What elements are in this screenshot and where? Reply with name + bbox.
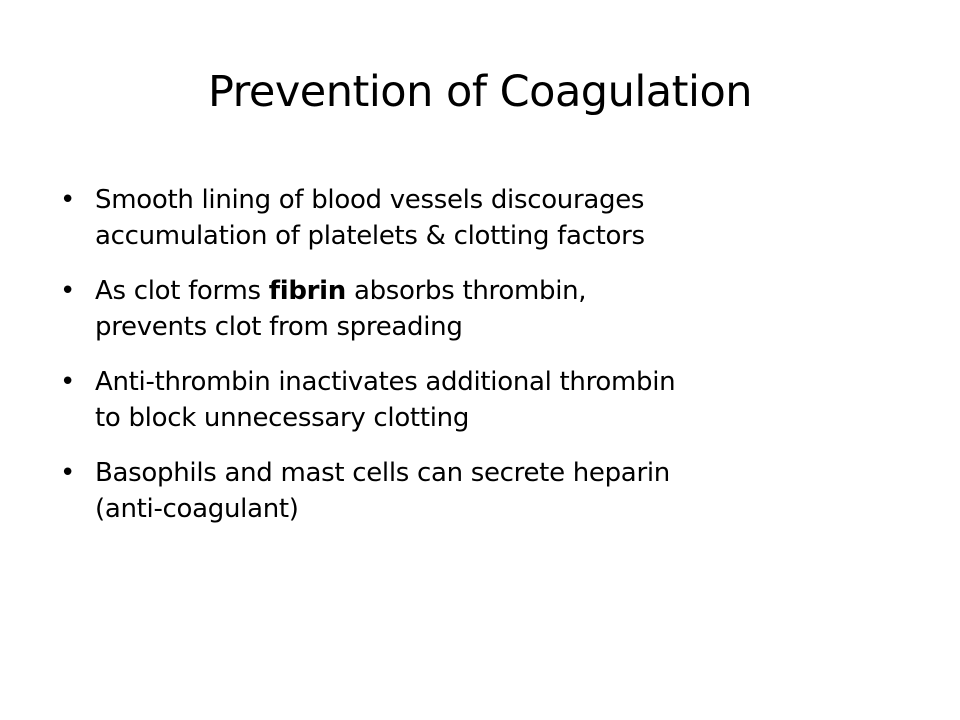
bullet-text-line: (anti-coagulant) (95, 494, 299, 524)
bullet-text (95, 458, 670, 524)
bullet-text-segment: absorbs thrombin, (346, 276, 587, 306)
slide-title: Prevention of Coagulation (207, 67, 753, 117)
bullet-text (95, 367, 675, 433)
bullet-text-line: prevents clot from spreading (95, 312, 463, 342)
bullet-dot-icon: • (60, 185, 76, 215)
bullet-text-line: Smooth lining of blood vessels discourages (95, 185, 645, 215)
bullet-list (60, 182, 920, 546)
bullet-dot-icon: • (60, 276, 76, 306)
bold-term-fibrin: fibrin (268, 276, 346, 306)
bullet-text-line: Basophils and mast cells can secrete heparin (95, 458, 670, 488)
bullet-item-fibrin (60, 273, 920, 345)
bullet-text-line: accumulation of platelets & clotting factors (95, 221, 645, 251)
bullet-item-anti-thrombin (60, 364, 920, 436)
bullet-text-line: Anti-thrombin inactivates additional thrombin (95, 367, 676, 397)
bullet-dot-icon: • (60, 367, 76, 397)
bullet-item-smooth-lining (60, 182, 920, 254)
bullet-dot-icon: • (60, 458, 76, 488)
bullet-text (95, 276, 586, 342)
bullet-item-basophils (60, 455, 920, 527)
bullet-text-segment: As clot forms (95, 276, 269, 306)
bullet-text (95, 185, 645, 251)
bullet-text-line: to block unnecessary clotting (95, 403, 470, 433)
